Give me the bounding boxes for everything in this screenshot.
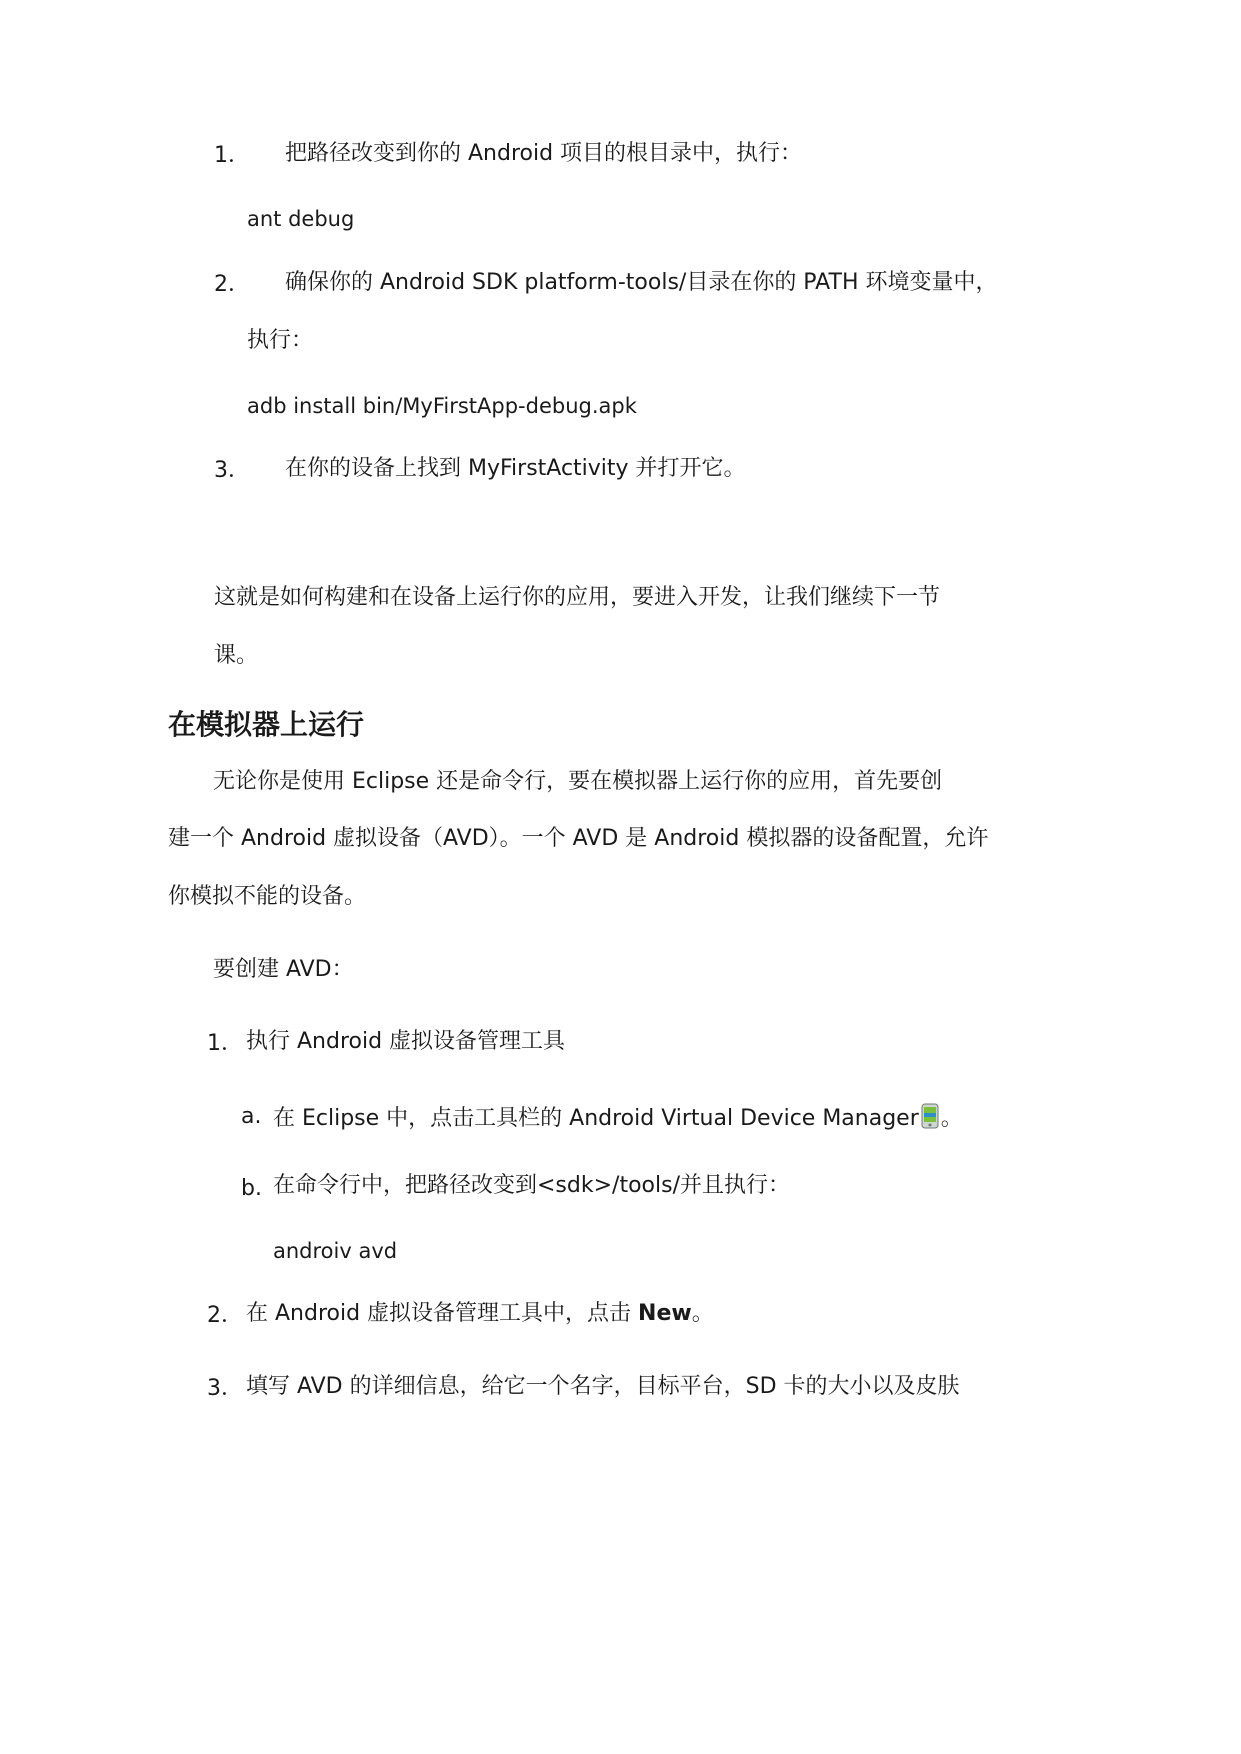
step-text: 在你的设备上找到 MyFirstActivity 并打开它。: [285, 456, 746, 481]
intro-paragraph-cont: 你模拟不能的设备。: [168, 884, 367, 909]
substep-text: [273, 1103, 963, 1130]
code-line: adb install bin/MyFirstApp-debug.apk: [247, 394, 637, 418]
new-keyword: New: [638, 1301, 692, 1326]
code-line: ant debug: [247, 207, 355, 231]
list-number: 2．: [214, 272, 250, 297]
step-text-after: 。: [691, 1301, 714, 1326]
summary-paragraph: 这就是如何构建和在设备上运行你的应用，要进入开发，让我们继续下一节: [214, 585, 941, 610]
step-text-before: 在 Android 虚拟设备管理工具中，点击: [246, 1301, 639, 1326]
step-text: [246, 1303, 714, 1325]
sublist-letter: a.: [241, 1104, 262, 1129]
intro-paragraph: 无论你是使用 Eclipse 还是命令行，要在模拟器上运行你的应用，首先要创: [213, 769, 943, 794]
step-text: 填写 AVD 的详细信息，给它一个名字，目标平台，SD 卡的大小以及皮肤: [246, 1374, 960, 1399]
android-device-manager-icon: [921, 1103, 939, 1129]
list-number: 1．: [214, 143, 250, 168]
intro-paragraph-cont: 建一个 Android 虚拟设备（AVD）。一个 AVD 是 Android 模拟器的设备配置，允许: [168, 826, 989, 851]
list-number: 2．: [207, 1303, 243, 1328]
summary-paragraph-cont: 课。: [214, 643, 259, 668]
code-line: androiv avd: [273, 1239, 398, 1263]
substep-text: 在命令行中，把路径改变到<sdk>/tools/并且执行：: [273, 1173, 790, 1198]
list-number: 1．: [207, 1031, 243, 1056]
step-text-continued: 执行：: [247, 328, 314, 353]
create-avd-label: 要创建 AVD：: [213, 957, 354, 982]
substep-suffix: 。: [940, 1106, 963, 1131]
step-text: 确保你的 Android SDK platform-tools/目录在你的 PATH 环境变量中，: [285, 270, 998, 295]
list-number: 3．: [214, 458, 250, 483]
sublist-letter: b.: [241, 1176, 262, 1201]
substep-text-main: 在 Eclipse 中，点击工具栏的 Android Virtual Device Manager: [273, 1106, 919, 1131]
step-text: 执行 Android 虚拟设备管理工具: [246, 1029, 566, 1054]
section-heading: 在模拟器上运行: [168, 708, 365, 741]
step-text: 把路径改变到你的 Android 项目的根目录中，执行：: [285, 141, 803, 166]
list-number: 3．: [207, 1376, 243, 1401]
